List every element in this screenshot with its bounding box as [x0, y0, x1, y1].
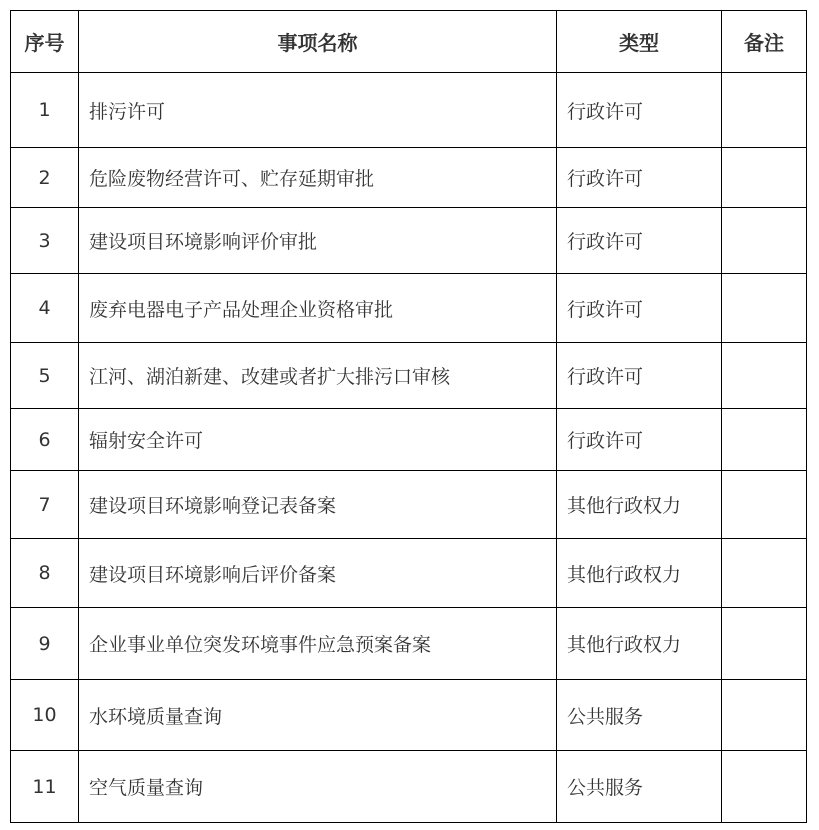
cell-no: 4	[11, 274, 79, 343]
header-note: 备注	[722, 11, 807, 73]
cell-name: 建设项目环境影响登记表备案	[79, 471, 557, 539]
cell-no: 9	[11, 608, 79, 680]
cell-type: 行政许可	[557, 148, 722, 208]
cell-note	[722, 343, 807, 409]
cell-no: 10	[11, 680, 79, 751]
cell-no: 6	[11, 409, 79, 471]
cell-note	[722, 680, 807, 751]
cell-no: 1	[11, 73, 79, 148]
cell-name: 辐射安全许可	[79, 409, 557, 471]
cell-name: 建设项目环境影响后评价备案	[79, 539, 557, 608]
cell-no: 2	[11, 148, 79, 208]
cell-type: 行政许可	[557, 409, 722, 471]
cell-no: 3	[11, 208, 79, 274]
cell-type: 行政许可	[557, 73, 722, 148]
table-row	[11, 608, 807, 680]
cell-no: 11	[11, 751, 79, 823]
table-row	[11, 751, 807, 823]
cell-type: 公共服务	[557, 680, 722, 751]
cell-type: 行政许可	[557, 343, 722, 409]
cell-name: 水环境质量查询	[79, 680, 557, 751]
cell-name: 企业事业单位突发环境事件应急预案备案	[79, 608, 557, 680]
header-row	[11, 11, 807, 73]
cell-name: 江河、湖泊新建、改建或者扩大排污口审核	[79, 343, 557, 409]
cell-type: 行政许可	[557, 208, 722, 274]
cell-name: 危险废物经营许可、贮存延期审批	[79, 148, 557, 208]
cell-note	[722, 148, 807, 208]
table-row	[11, 409, 807, 471]
header-type: 类型	[557, 11, 722, 73]
cell-note	[722, 608, 807, 680]
table-row	[11, 73, 807, 148]
cell-type: 其他行政权力	[557, 608, 722, 680]
cell-note	[722, 73, 807, 148]
table-row	[11, 539, 807, 608]
cell-no: 7	[11, 471, 79, 539]
header-name: 事项名称	[79, 11, 557, 73]
cell-note	[722, 274, 807, 343]
cell-name: 建设项目环境影响评价审批	[79, 208, 557, 274]
matters-table	[10, 10, 807, 823]
cell-note	[722, 751, 807, 823]
cell-note	[722, 471, 807, 539]
table-row	[11, 680, 807, 751]
cell-note	[722, 208, 807, 274]
header-no: 序号	[11, 11, 79, 73]
cell-name: 废弃电器电子产品处理企业资格审批	[79, 274, 557, 343]
table-row	[11, 148, 807, 208]
cell-name: 排污许可	[79, 73, 557, 148]
cell-type: 公共服务	[557, 751, 722, 823]
table-row	[11, 208, 807, 274]
cell-note	[722, 539, 807, 608]
cell-name: 空气质量查询	[79, 751, 557, 823]
cell-type: 其他行政权力	[557, 539, 722, 608]
table-row	[11, 471, 807, 539]
cell-no: 5	[11, 343, 79, 409]
cell-note	[722, 409, 807, 471]
cell-no: 8	[11, 539, 79, 608]
cell-type: 行政许可	[557, 274, 722, 343]
table-row	[11, 274, 807, 343]
table-row	[11, 343, 807, 409]
cell-type: 其他行政权力	[557, 471, 722, 539]
